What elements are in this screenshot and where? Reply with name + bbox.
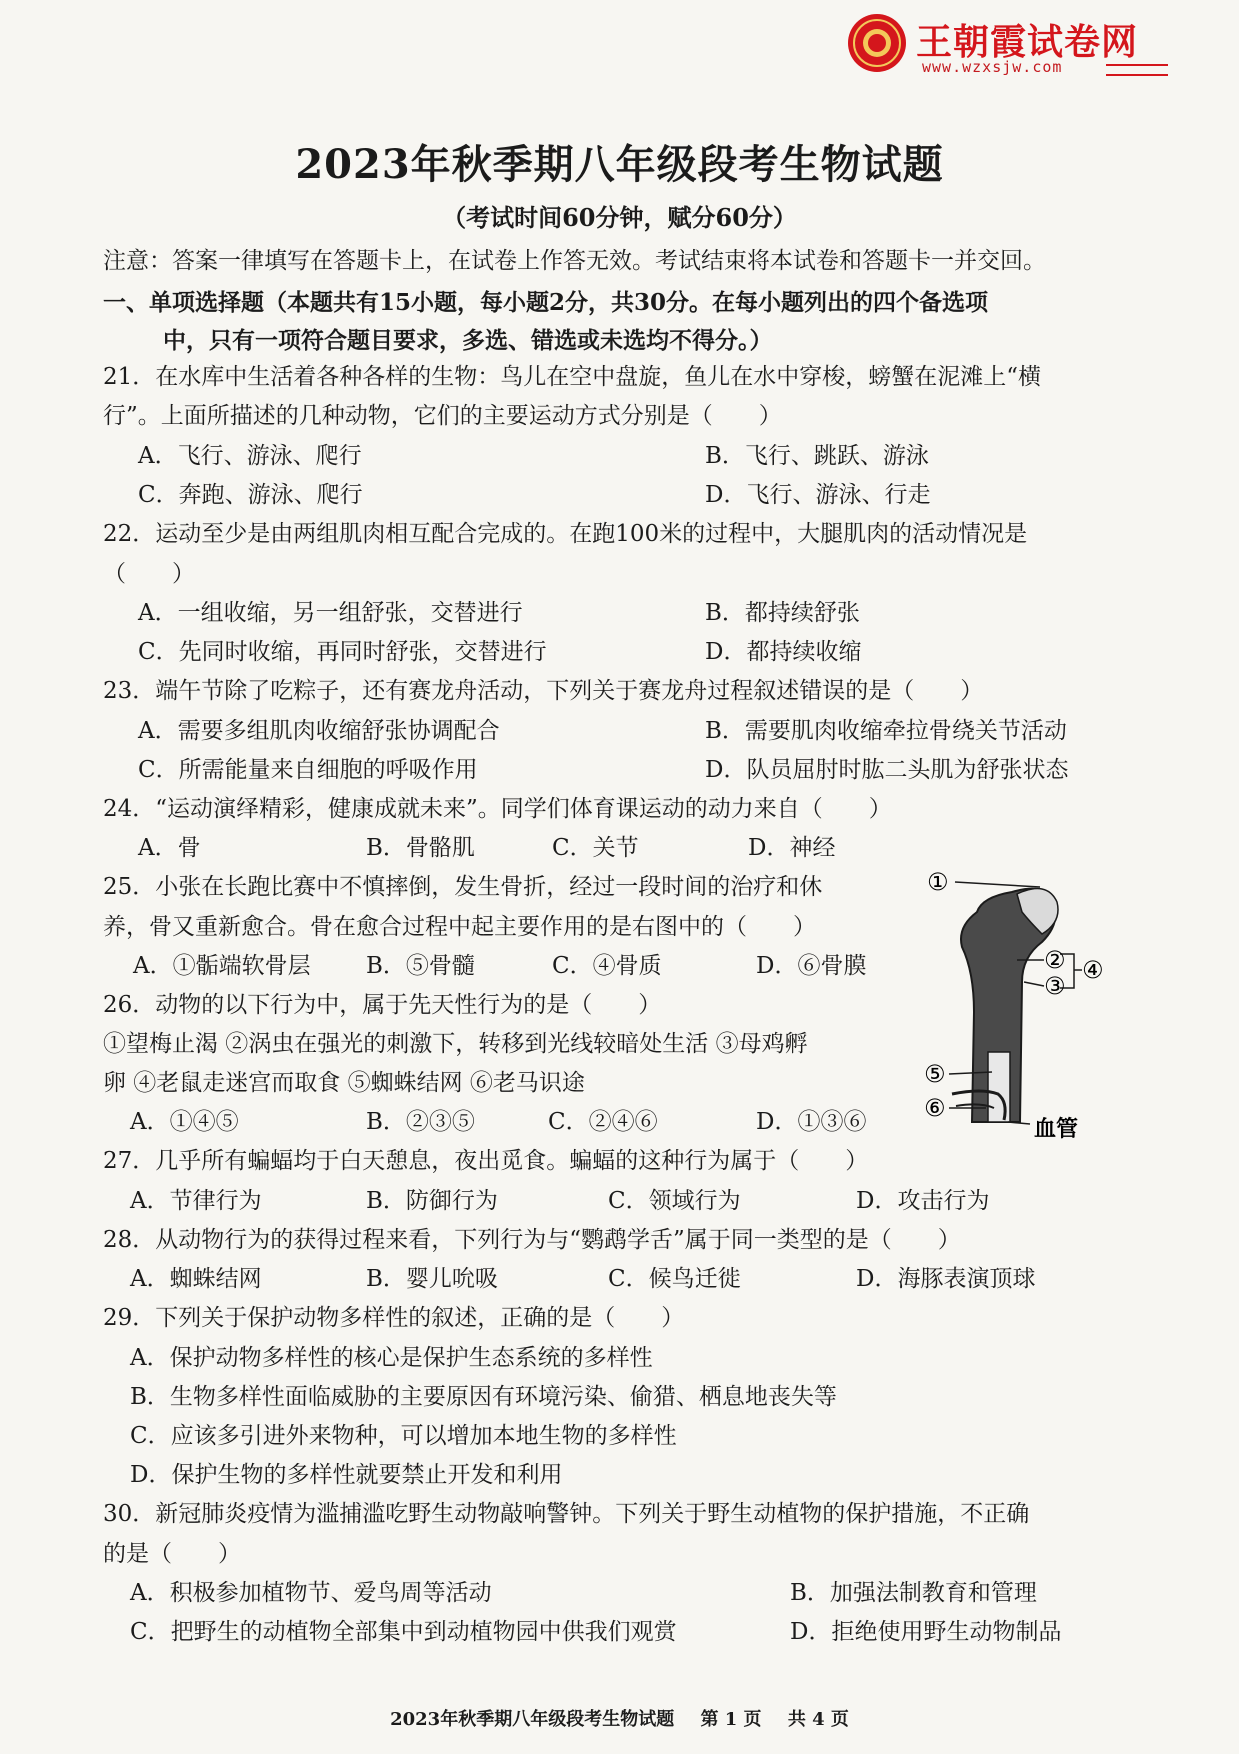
seal-icon <box>846 12 908 74</box>
question-29-option-a: A．保护动物多样性的核心是保护生态系统的多样性 <box>130 1345 653 1371</box>
page-subtitle: （考试时间60分钟，赋分60分） <box>442 203 797 232</box>
brand-url: www.wzxsjw.com <box>922 58 1063 76</box>
question-26-option-d: D．①③⑥ <box>756 1109 867 1135</box>
question-25-stem: 25．小张在长跑比赛中不慎摔倒，发生骨折，经过一段时间的治疗和休 <box>103 874 823 900</box>
question-29-stem: 29．下列关于保护动物多样性的叙述，正确的是（ ） <box>103 1305 685 1331</box>
question-24-option-c: C．关节 <box>552 835 639 861</box>
question-29-option-d: D．保护生物的多样性就要禁止开发和利用 <box>130 1462 563 1488</box>
question-21-option-b: B．飞行、跳跃、游泳 <box>705 443 929 469</box>
footer-page-number: 第 1 页 <box>700 1709 762 1730</box>
question-21-option-a: A．飞行、游泳、爬行 <box>138 443 362 469</box>
question-29-option-c: C．应该多引进外来物种，可以增加本地生物的多样性 <box>130 1423 677 1449</box>
notice: 注意：答案一律填写在答题卡上，在试卷上作答无效。考试结束将本试卷和答题卡一并交回。 <box>103 248 1046 274</box>
question-25-option-d: D．⑥骨膜 <box>756 953 867 979</box>
question-24-option-b: B．骨骼肌 <box>366 835 475 861</box>
bone-structure-figure <box>922 862 1154 1162</box>
footer-title: 2023年秋季期八年级段考生物试题 <box>390 1709 675 1730</box>
question-24-option-d: D．神经 <box>748 835 836 861</box>
question-30-option-a: A．积极参加植物节、爱鸟周等活动 <box>130 1580 492 1606</box>
question-26-items-cont: 卵 ④老鼠走迷宫而取食 ⑤蜘蛛结网 ⑥老马识途 <box>103 1070 585 1096</box>
question-21-stem: 21．在水库中生活着各种各样的生物：鸟儿在空中盘旋，鱼儿在水中穿梭，螃蟹在泥滩上“横 <box>103 364 1042 390</box>
question-21-option-d: D．飞行、游泳、行走 <box>705 482 931 508</box>
question-30-stem-cont: 的是（ ） <box>103 1541 241 1567</box>
figure-label-1: ① <box>927 868 949 896</box>
question-27-option-c: C．领域行为 <box>608 1188 741 1214</box>
figure-label-4: ④ <box>1082 956 1104 984</box>
question-26-stem: 26．动物的以下行为中，属于先天性行为的是（ ） <box>103 992 662 1018</box>
question-23-stem: 23．端午节除了吃粽子，还有赛龙舟活动，下列关于赛龙舟过程叙述错误的是（ ） <box>103 678 984 704</box>
question-25-option-c: C．④骨质 <box>552 953 662 979</box>
question-25-stem-cont: 养，骨又重新愈合。骨在愈合过程中起主要作用的是右图中的（ ） <box>103 914 816 940</box>
section-header-line1: 一、单项选择题（本题共有15小题，每小题2分，共30分。在每小题列出的四个备选项 <box>103 289 989 316</box>
question-26-option-a: A．①④⑤ <box>130 1109 239 1135</box>
question-25-option-a: A．①骺端软骨层 <box>133 953 311 979</box>
question-23-option-b: B．需要肌肉收缩牵拉骨绕关节活动 <box>705 718 1067 744</box>
question-28-option-d: D．海豚表演顶球 <box>856 1266 1036 1292</box>
figure-label-3: ③ <box>1044 972 1066 1000</box>
question-30-option-b: B．加强法制教育和管理 <box>790 1580 1037 1606</box>
question-23-option-a: A．需要多组肌肉收缩舒张协调配合 <box>138 718 500 744</box>
question-30-option-c: C．把野生的动植物全部集中到动植物园中供我们观赏 <box>130 1619 677 1645</box>
question-22-option-d: D．都持续收缩 <box>705 639 862 665</box>
question-22-stem-cont: （ ） <box>103 561 195 587</box>
page-footer <box>0 1705 1239 1731</box>
question-21-option-c: C．奔跑、游泳、爬行 <box>138 482 363 508</box>
figure-label-2: ② <box>1044 946 1066 974</box>
section-header-line2: 中，只有一项符合题目要求，多选、错选或未选均不得分。） <box>163 327 773 354</box>
question-30-stem: 30．新冠肺炎疫情为滥捕滥吃野生动物敲响警钟。下列关于野生动植物的保护措施，不正确 <box>103 1501 1030 1527</box>
figure-label-6: ⑥ <box>924 1094 946 1122</box>
question-29-option-b: B．生物多样性面临威胁的主要原因有环境污染、偷猎、栖息地丧失等 <box>130 1384 837 1410</box>
question-23-option-d: D．队员屈肘时肱二头肌为舒张状态 <box>705 757 1069 783</box>
question-26-option-c: C．②④⑥ <box>548 1109 658 1135</box>
question-28-option-c: C．候鸟迁徙 <box>608 1266 741 1292</box>
footer-page-total: 共 4 页 <box>787 1709 849 1730</box>
brand-name: 王朝霞试卷网 <box>916 22 1139 63</box>
question-27-stem: 27．几乎所有蝙蝠均于白天憩息，夜出觅食。蝙蝠的这种行为属于（ ） <box>103 1148 869 1174</box>
question-28-stem: 28．从动物行为的获得过程来看，下列行为与“鹦鹉学舌”属于同一类型的是（ ） <box>103 1227 961 1253</box>
question-28-option-b: B．婴儿吮吸 <box>366 1266 498 1292</box>
question-22-option-b: B．都持续舒张 <box>705 600 860 626</box>
question-22-option-a: A．一组收缩，另一组舒张，交替进行 <box>138 600 523 626</box>
question-27-option-b: B．防御行为 <box>366 1188 498 1214</box>
question-23-option-c: C．所需能量来自细胞的呼吸作用 <box>138 757 478 783</box>
question-24-stem: 24．“运动演绎精彩，健康成就未来”。同学们体育课运动的动力来自（ ） <box>103 796 892 822</box>
marrow-cavity <box>988 1052 1010 1122</box>
figure-label-vessel: 血管 <box>1034 1116 1079 1142</box>
question-25-option-b: B．⑤骨髓 <box>366 953 475 979</box>
brand-underline <box>1106 64 1168 76</box>
question-30-option-d: D．拒绝使用野生动物制品 <box>790 1619 1062 1645</box>
question-26-items: ①望梅止渴 ②涡虫在强光的刺激下，转移到光线较暗处生活 ③母鸡孵 <box>103 1031 808 1057</box>
question-22-stem: 22．运动至少是由两组肌肉相互配合完成的。在跑100米的过程中，大腿肌肉的活动情况是 <box>103 521 1028 547</box>
question-27-option-d: D．攻击行为 <box>856 1188 990 1214</box>
figure-label-5: ⑤ <box>924 1060 946 1088</box>
question-21-stem-cont: 行”。上面所描述的几种动物，它们的主要运动方式分别是（ ） <box>103 403 782 429</box>
page-title: 2023年秋季期八年级段考生物试题 <box>295 141 944 188</box>
question-28-option-a: A．蜘蛛结网 <box>130 1266 262 1292</box>
question-26-option-b: B．②③⑤ <box>366 1109 475 1135</box>
question-22-option-c: C．先同时收缩，再同时舒张，交替进行 <box>138 639 547 665</box>
brand-logo[interactable] <box>846 12 1176 78</box>
question-24-option-a: A．骨 <box>138 835 201 861</box>
question-27-option-a: A．节律行为 <box>130 1188 262 1214</box>
